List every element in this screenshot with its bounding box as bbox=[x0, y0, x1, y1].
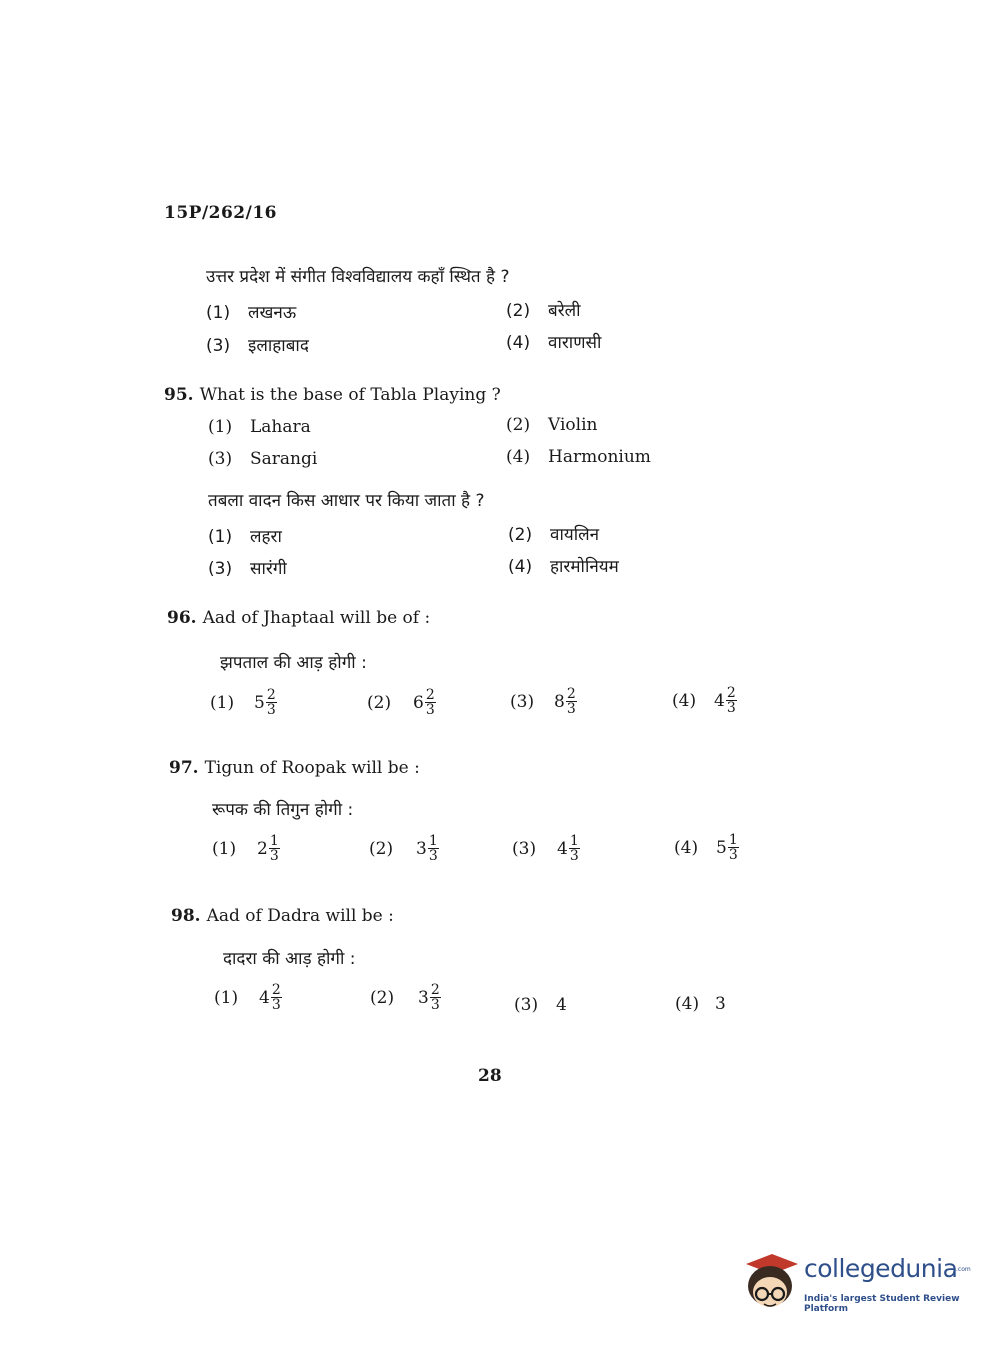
q95-option-3: (3) Sarangi bbox=[208, 449, 318, 469]
brand-name: collegedunia bbox=[804, 1254, 958, 1283]
q94-hindi-question: उत्तर प्रदेश में संगीत विश्वविद्यालय कहाँ स्थित है ? bbox=[206, 267, 510, 287]
paper-code: 15P/262/16 bbox=[164, 203, 278, 223]
q95-hindi-option-1: (1) लहरा bbox=[208, 527, 282, 547]
q96-option-2: (2) 6 2 3 bbox=[367, 687, 435, 718]
q96-hindi-question: झपताल की आड़ होगी : bbox=[220, 653, 367, 673]
q95-option-1: (1) Lahara bbox=[208, 417, 311, 437]
q98-option-1: (1) 4 2 3 bbox=[214, 982, 281, 1013]
q94-option-3: (3) इलाहाबाद bbox=[206, 336, 309, 356]
q97-option-4: (4) 5 1 3 bbox=[674, 832, 738, 863]
q94-option-1: (1) लखनऊ bbox=[206, 303, 297, 323]
q98-option-3: (3) 4 bbox=[514, 995, 567, 1015]
q98-hindi-question: दादरा की आड़ होगी : bbox=[223, 949, 356, 969]
q97-option-3: (3) 4 1 3 bbox=[512, 833, 579, 864]
q94-option-4: (4) वाराणसी bbox=[506, 333, 602, 353]
collegedunia-watermark bbox=[742, 1250, 972, 1312]
q97-hindi-question: रूपक की तिगुन होगी : bbox=[212, 800, 354, 820]
q94-option-2: (2) बरेली bbox=[506, 301, 581, 321]
q97-option-1: (1) 2 1 3 bbox=[212, 833, 279, 864]
q95-hindi-option-2: (2) वायलिन bbox=[508, 525, 600, 545]
q95-hindi-option-3: (3) सारंगी bbox=[208, 559, 287, 579]
page-number: 28 bbox=[478, 1066, 502, 1086]
q96-option-1: (1) 5 2 3 bbox=[210, 687, 276, 718]
q98-option-2: (2) 3 2 3 bbox=[370, 982, 440, 1013]
brand-tagline: India's largest Student Review Platform bbox=[804, 1294, 960, 1314]
q95-hindi-question: तबला वादन किस आधार पर किया जाता है ? bbox=[208, 491, 485, 511]
q98-option-4: (4) 3 bbox=[675, 994, 726, 1014]
brand-com: .com bbox=[956, 1266, 971, 1273]
q95-option-2: (2) Violin bbox=[506, 415, 598, 435]
q96-option-4: (4) 4 2 3 bbox=[672, 685, 736, 716]
q95-option-4: (4) Harmonium bbox=[506, 447, 651, 467]
q97-question: 97. Tigun of Roopak will be : bbox=[169, 758, 420, 778]
q95-question: 95. What is the base of Tabla Playing ? bbox=[164, 385, 501, 405]
q96-option-3: (3) 8 2 3 bbox=[510, 686, 576, 717]
q97-option-2: (2) 3 1 3 bbox=[369, 833, 438, 864]
q98-question: 98. Aad of Dadra will be : bbox=[171, 906, 394, 926]
mascot-logo-icon bbox=[742, 1250, 802, 1312]
q96-question: 96. Aad of Jhaptaal will be of : bbox=[167, 608, 431, 628]
q95-hindi-option-4: (4) हारमोनियम bbox=[508, 557, 619, 577]
